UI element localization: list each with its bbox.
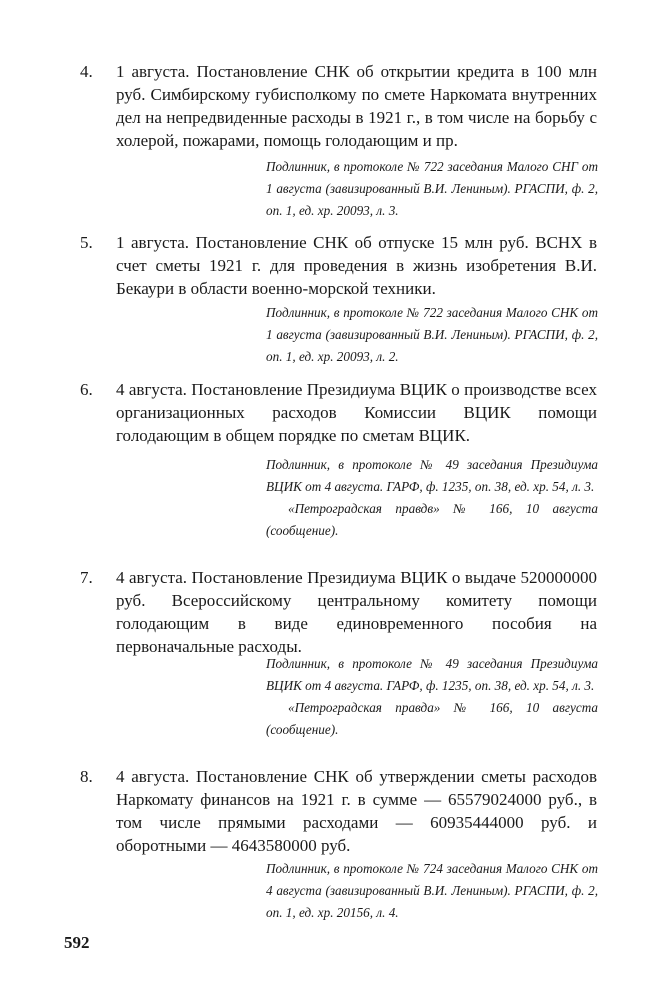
source-line: Подлинник, в протоколе № 724 заседания Малого СНК от 4 августа (завизированный В.И. Лениным). РГАСПИ, ф. 2, оп. 1, ед. хр. 20156, л. 4. (266, 861, 598, 920)
entry-number: 6. (80, 380, 93, 399)
entry-number: 5. (80, 233, 93, 252)
entry-text: 1 августа. Постановление СНК об отпуске 15 млн руб. ВСНХ в счет сметы 1921 г. для проведения в жизнь изобретения В.И. Бекаури в области военно-морской техники. (116, 233, 597, 298)
source-line: Подлинник, в протоколе № 722 заседания Малого СНГ от 1 августа (завизированный В.И. Лениным). РГАСПИ, ф. 2, оп. 1, ед. хр. 20093, л. 3. (266, 159, 598, 218)
entry-text: 4 августа. Постановление СНК об утверждении сметы расходов Наркомату финансов на 1921 г. в сумме — 65579024000 руб., в том числе прямыми расходами — 60935444000 руб. и оборотными — 4643580000 руб. (116, 767, 597, 855)
entry-number: 7. (80, 568, 93, 587)
page-number: 592 (64, 933, 90, 952)
entry-7-source (266, 653, 598, 741)
entry-5-source (266, 302, 598, 368)
entry-number: 4. (80, 62, 93, 81)
entry-5 (80, 231, 597, 300)
source-line: Подлинник, в протоколе № 722 заседания Малого СНК от 1 августа (завизированный В.И. Лениным). РГАСПИ, ф. 2, оп. 1, ед. хр. 20093, л. 2. (266, 305, 598, 364)
entry-8 (80, 765, 597, 857)
entry-6 (80, 378, 597, 447)
entry-4-source (266, 156, 598, 222)
entry-6-source (266, 454, 598, 542)
source-line: «Петроградская правдв» № 166, 10 августа (сообщение). (266, 501, 598, 538)
entry-7 (80, 566, 597, 658)
source-line: «Петроградская правда» № 166, 10 августа (сообщение). (266, 700, 598, 737)
entry-text: 4 августа. Постановление Президиума ВЦИК о выдаче 520000000 руб. Всероссийскому центральному комитету помощи голодающим в виде единовременного пособия на первоначальные расходы. (116, 568, 597, 656)
entry-4 (80, 60, 597, 152)
source-line: Подлинник, в протоколе № 49 заседания Президиума ВЦИК от 4 августа. ГАРФ, ф. 1235, оп. 38, ед. хр. 54, л. 3. (266, 457, 598, 494)
entry-number: 8. (80, 767, 93, 786)
entry-text: 4 августа. Постановление Президиума ВЦИК о производстве всех организационных расходов Комиссии ВЦИК помощи голодающим в общем порядке по сметам ВЦИК. (116, 380, 597, 445)
entry-8-source (266, 858, 598, 924)
entry-text: 1 августа. Постановление СНК об открытии кредита в 100 млн руб. Симбирскому губисполкому по смете Наркомата внутренних дел на непредвиденные расходы в 1921 г., в том числе на борьбу с холерой, пожарами, помощь голодающим и пр. (116, 62, 597, 150)
source-line: Подлинник, в протоколе № 49 заседания Президиума ВЦИК от 4 августа. ГАРФ, ф. 1235, оп. 38, ед. хр. 54, л. 3. (266, 656, 598, 693)
